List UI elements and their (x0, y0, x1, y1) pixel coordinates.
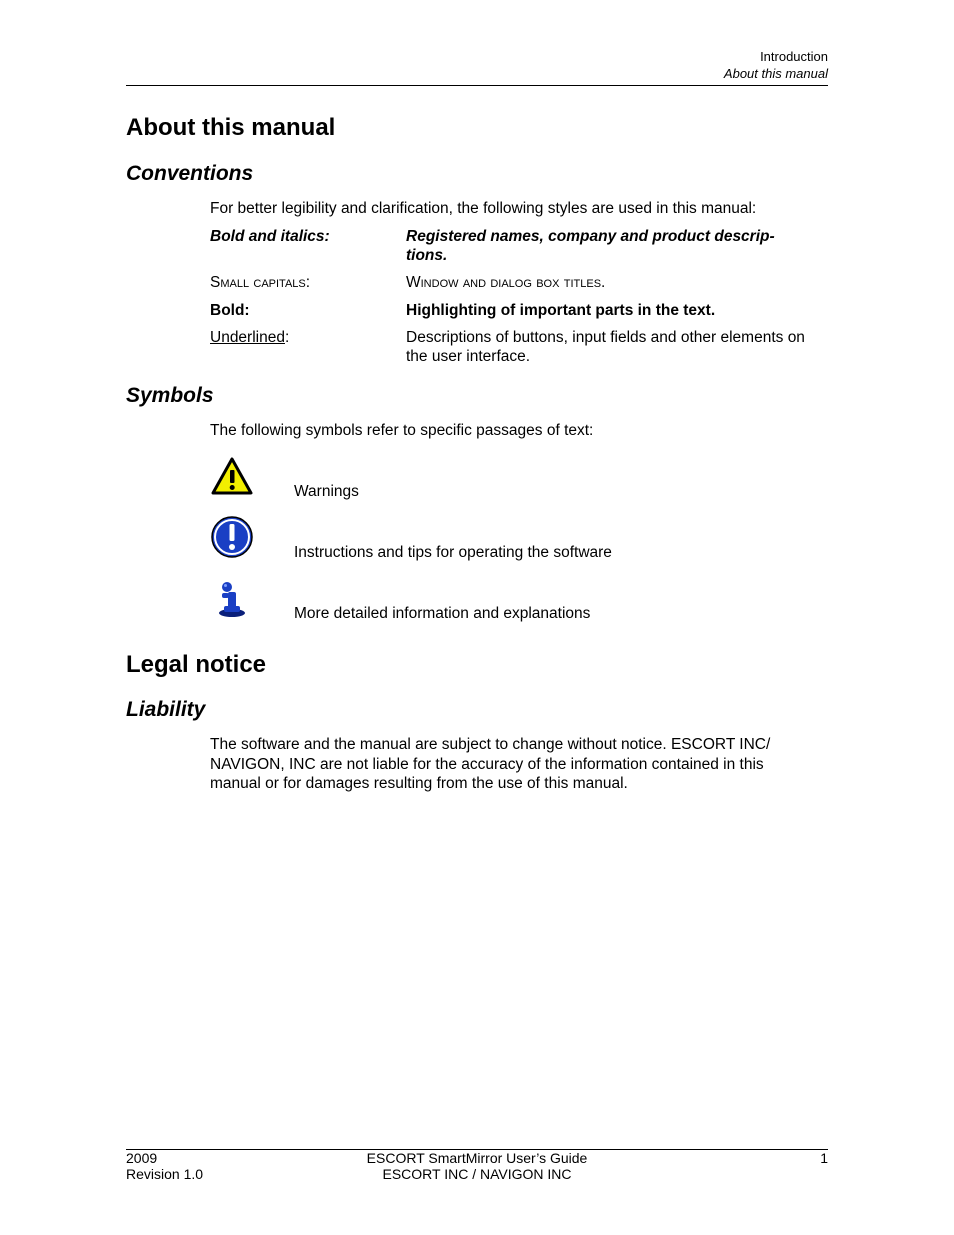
footer-page-number: 1 (820, 1150, 828, 1166)
footer-company: ESCORT INC / NAVIGON INC (382, 1165, 572, 1182)
convention-term-underlined (210, 328, 395, 347)
header-rule (126, 85, 828, 86)
about-heading: About this manual (126, 114, 336, 141)
footer-center (277, 1151, 677, 1182)
liability-line: manual or for damages resulting from the use of this manual. (210, 775, 628, 792)
convention-desc-underlined (406, 328, 830, 366)
convention-desc-line: tions. (406, 247, 448, 264)
liability-heading: Liability (126, 698, 206, 721)
liability-line: NAVIGON, INC are not liable for the accuracy of the information contained in this (210, 755, 764, 773)
conventions-heading: Conventions (126, 162, 254, 185)
convention-desc-line: the user interface. (406, 348, 531, 365)
exclamation-circle-icon (210, 515, 254, 559)
symbols-heading: Symbols (126, 384, 214, 407)
convention-desc-line: Registered names, company and product descrip- (406, 228, 775, 245)
info-figure-icon (210, 578, 254, 622)
conventions-intro: For better legibility and clarification, the following styles are used in this manual: (210, 200, 757, 217)
convention-term-bold: Bold: (210, 302, 250, 319)
convention-desc-small-caps: Window and dialog box titles. (406, 274, 606, 291)
symbols-intro: The following symbols refer to specific passages of text: (210, 422, 594, 439)
symbol-label-warnings: Warnings (294, 483, 359, 500)
term-colon: : (284, 329, 290, 346)
symbol-label-info: More detailed information and explanations (294, 605, 591, 622)
convention-desc-bold-italics (406, 227, 830, 265)
footer-left (126, 1151, 203, 1182)
running-header-chapter: Introduction (760, 49, 828, 64)
legal-heading: Legal notice (126, 651, 267, 678)
liability-text (210, 735, 830, 794)
convention-desc-bold: Highlighting of important parts in the text. (406, 302, 716, 319)
liability-line: The software and the manual are subject to change without notice. ESCORT INC/ (210, 736, 771, 753)
footer-revision: Revision 1.0 (126, 1165, 204, 1182)
convention-term-bold-italics: Bold and italics: (210, 228, 330, 245)
underlined-word: Underlined (210, 329, 285, 346)
convention-desc-line: Descriptions of buttons, input fields and other elements on (406, 329, 805, 346)
running-header-section: About this manual (723, 66, 828, 81)
footer-year: 2009 (126, 1150, 158, 1166)
warning-triangle-icon (210, 456, 254, 500)
convention-term-small-caps: Small capitals: (210, 274, 311, 291)
footer-guide-title: ESCORT SmartMirror User’s Guide (366, 1150, 588, 1166)
symbol-label-instructions: Instructions and tips for operating the software (294, 544, 612, 561)
